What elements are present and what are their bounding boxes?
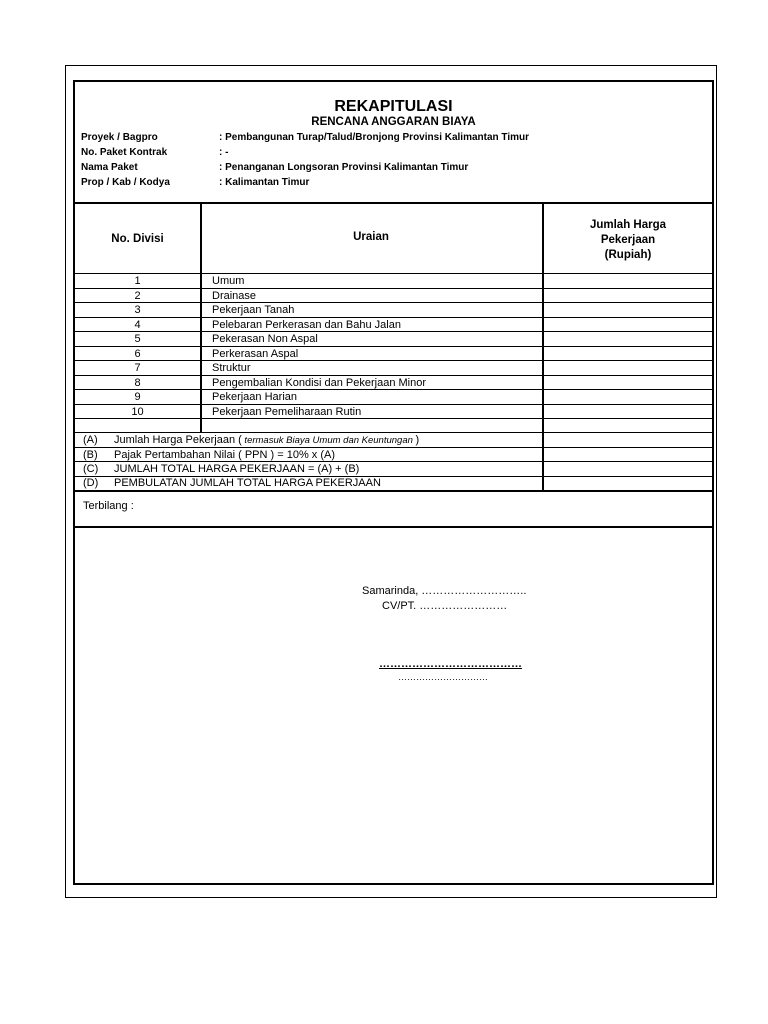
row-no: 9 xyxy=(134,391,141,403)
col-header-jumlah-line: (Rupiah) xyxy=(604,249,652,261)
doc-subtitle: RENCANA ANGGARAN BIAYA xyxy=(311,116,476,128)
summary-code: (B) xyxy=(83,448,98,461)
summary-row xyxy=(75,433,712,448)
table-row xyxy=(75,347,712,362)
summary-text: PEMBULATAN JUMLAH TOTAL HARGA PEKERJAAN xyxy=(114,477,381,489)
meta-value: : - xyxy=(219,147,229,158)
table-row xyxy=(75,376,712,391)
row-no: 8 xyxy=(134,376,141,389)
row-uraian: Umum xyxy=(212,275,245,287)
summary-code: (D) xyxy=(83,477,99,489)
meta-row xyxy=(81,132,529,143)
row-uraian: Perkerasan Aspal xyxy=(212,347,299,360)
signature-company: CV/PT. …………………… xyxy=(382,600,508,612)
meta-value: : Penanganan Longsoran Provinsi Kalimantan Timur xyxy=(219,162,469,173)
table-row xyxy=(75,318,712,333)
document-frame xyxy=(73,80,714,885)
table-row xyxy=(75,361,712,376)
terbilang-bottom-line xyxy=(75,526,712,528)
summary-tail: ) xyxy=(415,434,420,446)
table-row xyxy=(75,289,712,304)
row-uraian: Drainase xyxy=(212,289,257,302)
row-uraian: Pekerjaan Tanah xyxy=(212,304,295,316)
row-no: 3 xyxy=(134,304,141,316)
row-uraian: Pekerjaan Harian xyxy=(212,391,297,403)
row-no: 1 xyxy=(134,275,141,287)
col-header-jumlah-line: Pekerjaan xyxy=(600,234,656,246)
summary-row xyxy=(75,476,712,491)
row-no: 2 xyxy=(134,289,141,302)
meta-value: : Pembangunan Turap/Talud/Bronjong Provinsi Kalimantan Timur xyxy=(219,132,530,143)
row-uraian: Pelebaran Perkerasan dan Bahu Jalan xyxy=(212,318,401,331)
row-uraian: Pekerasan Non Aspal xyxy=(212,333,318,345)
summary-text: JUMLAH TOTAL HARGA PEKERJAAN = (A) + (B) xyxy=(114,463,360,475)
summary-note: termasuk Biaya Umum dan Keuntungan xyxy=(241,435,416,446)
row-no: 10 xyxy=(131,405,144,418)
table-row xyxy=(75,274,712,289)
summary-row xyxy=(75,448,712,463)
row-uraian: Pekerjaan Pemeliharaan Rutin xyxy=(212,405,362,418)
terbilang-label: Terbilang : xyxy=(83,500,134,512)
meta-row xyxy=(81,162,468,173)
col-header-uraian: Uraian xyxy=(353,231,389,243)
col-header-no: No. Divisi xyxy=(111,233,164,245)
meta-label: Prop / Kab / Kodya xyxy=(81,177,170,188)
meta-row xyxy=(81,177,309,188)
summary-text: Pajak Pertambahan Nilai ( PPN ) = 10% x (A) xyxy=(114,448,336,461)
table-row xyxy=(75,405,712,420)
row-no: 6 xyxy=(134,347,141,360)
meta-row xyxy=(81,147,228,158)
table-row xyxy=(75,390,712,405)
doc-title: REKAPITULASI xyxy=(334,98,453,115)
meta-label: Proyek / Bagpro xyxy=(81,132,158,143)
meta-value: : Kalimantan Timur xyxy=(219,177,310,188)
meta-label: Nama Paket xyxy=(81,162,138,173)
signature-position: ………………………… xyxy=(398,672,488,682)
summary-code: (A) xyxy=(83,434,98,446)
col-header-jumlah xyxy=(542,218,714,263)
col-header-jumlah-line: Jumlah Harga xyxy=(589,219,667,231)
table-top-line xyxy=(75,202,712,204)
row-uraian: Struktur xyxy=(212,362,251,374)
table-row xyxy=(75,332,712,347)
table-row xyxy=(75,303,712,318)
meta-label: No. Paket Kontrak xyxy=(81,147,168,158)
row-no: 7 xyxy=(134,362,141,374)
row-no: 4 xyxy=(134,318,141,331)
signature-place-date: Samarinda, ……………………….. xyxy=(362,585,527,597)
summary-text: Jumlah Harga Pekerjaan ( xyxy=(114,434,242,446)
summary-code: (C) xyxy=(83,463,99,475)
row-uraian: Pengembalian Kondisi dan Pekerjaan Minor xyxy=(212,376,427,389)
signature-name: ………………………………… xyxy=(379,658,522,670)
summary-row xyxy=(75,462,712,477)
row-no: 5 xyxy=(134,333,141,345)
